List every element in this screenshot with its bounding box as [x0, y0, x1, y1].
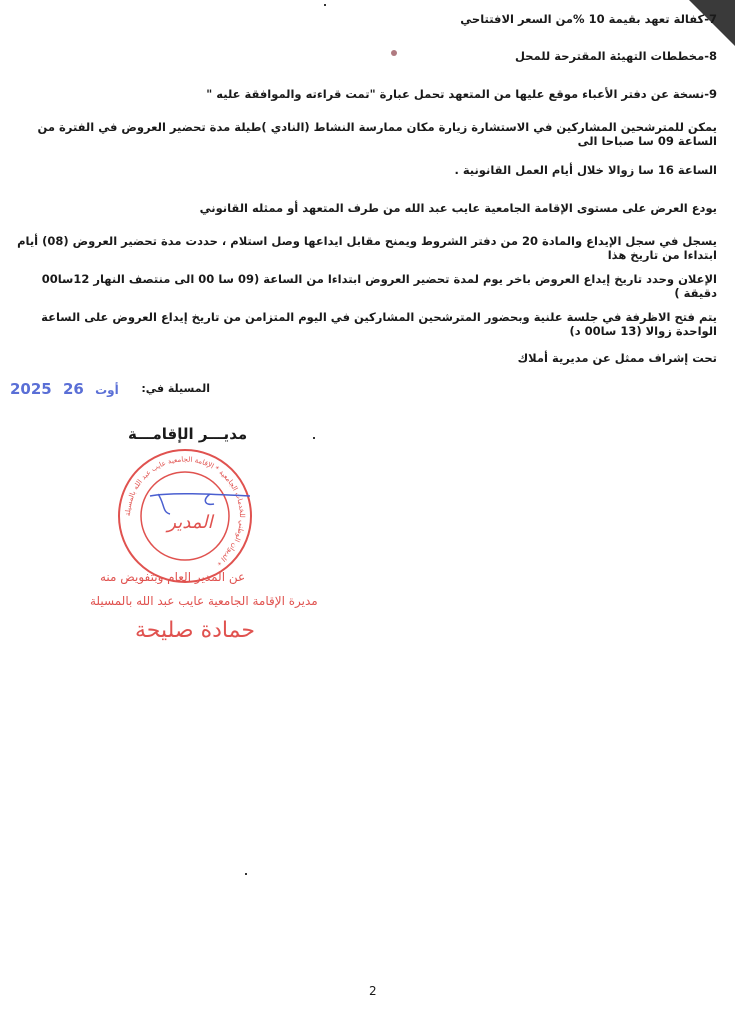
- date-year: 2025: [10, 380, 52, 398]
- place-label: المسيلة في:: [141, 382, 210, 395]
- opening-paragraph: يتم فتح الاظرفة في جلسة علنية وبحضور المترشحين المشاركين في اليوم المتزامن من تاريخ إيداع العروض على الساعة الواحدة زوالا (13 سا00 د): [41, 310, 717, 338]
- requirement-8: 8-مخططات التهيئة المقترحة للمحل: [514, 49, 717, 63]
- stamp-delegation-line: عن المدير العام وبتفويض منه: [100, 570, 246, 584]
- stamp-ring-text: الديوان الوطني للخدمات الجامعية * الإقامة الجامعية عايب عبد الله بالمسيلة *: [123, 455, 247, 567]
- date-stamp: [10, 380, 125, 398]
- requirement-7: 7-كفالة تعهد بقيمة 10 %من السعر الافتتاحي: [460, 12, 717, 26]
- scan-speck: [313, 437, 315, 439]
- requirement-9: 9-نسخة عن دفتر الأعباء موقع عليها من المتعهد تحمل عبارة "تمت قراءته والموافقة عليه ": [206, 87, 717, 101]
- visit-paragraph-line1: يمكن للمترشحين المشاركين في الاستشارة زيارة مكان ممارسة النشاط (النادي )طيلة مدة تحضير العروض في الفترة من الساعة 09 سا صباحا الى: [37, 120, 717, 148]
- visit-paragraph-line2: الساعة 16 سا زوالا خلال أيام العمل القانونية .: [454, 163, 717, 177]
- stamp-name: حمادة صليحة: [135, 618, 255, 643]
- stamp-director-line: مديرة الإقامة الجامعية عايب عبد الله بالمسيلة: [90, 594, 318, 608]
- register-paragraph-line1: يسجل في سجل الإيداع والمادة 20 من دفتر الشروط ويمنح مقابل ايداعها وصل استلام ، حددت مدة تحضير العروض (08) أيام ابتداءا من تاريخ هذا: [17, 234, 717, 262]
- register-paragraph-line2: الإعلان وحدد تاريخ إيداع العروض باخر يوم لمدة تحضير العروض ابتداءا من الساعة (09 سا 00 الى منتصف النهار 12سا00 دقيقة ): [41, 272, 717, 300]
- supervision-line: تحت إشراف ممثل عن مديرية أملاك: [517, 351, 717, 365]
- stamp-center-text: المدير: [167, 512, 213, 533]
- scan-speck: [324, 4, 326, 6]
- date-day: 26: [62, 380, 84, 398]
- signatory-title: مديـــر الإقامـــة: [128, 425, 248, 443]
- date-month: أوت: [95, 383, 119, 397]
- scan-speck: [245, 873, 247, 875]
- page-number: 2: [369, 984, 377, 998]
- deposit-paragraph: يودع العرض على مستوى الإقامة الجامعية عايب عبد الله من طرف المتعهد أو ممثله القانوني: [199, 201, 717, 215]
